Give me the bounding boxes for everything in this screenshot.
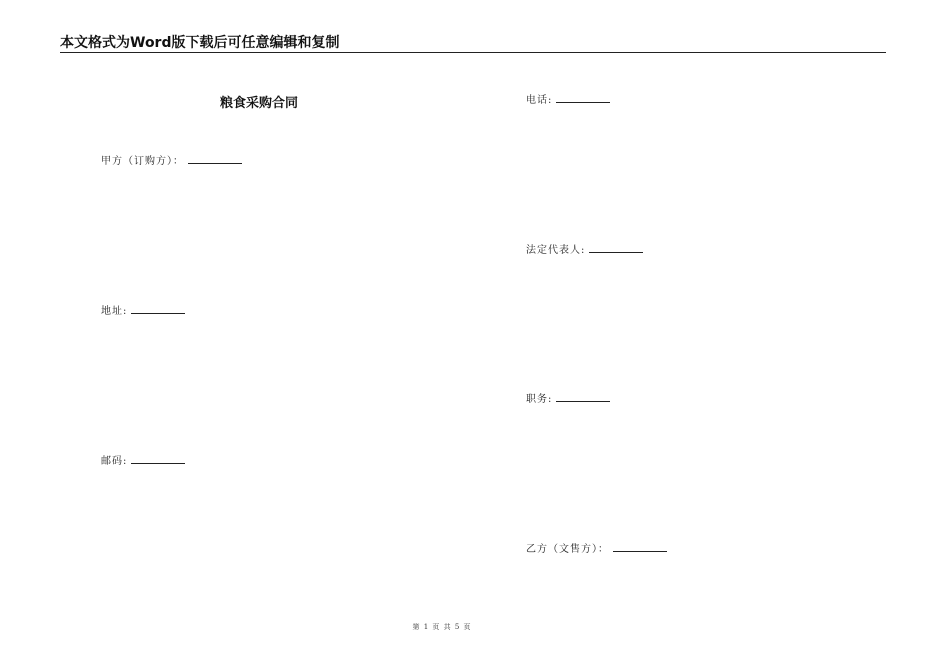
field-postcode-blank [131,453,185,464]
document-header-note: 本文格式为Word版下载后可任意编辑和复制 [60,35,340,51]
field-address-label: 地址: [101,306,128,317]
field-party-b-label: 乙方（文售方）： [526,544,609,555]
field-legal-representative-blank [589,242,643,253]
field-address [101,303,185,319]
document-title: 粮食采购合同 [220,96,299,111]
field-party-a [101,153,242,169]
field-postcode [101,453,185,469]
field-postcode-label: 邮码: [101,456,128,467]
field-phone [526,92,610,108]
field-phone-label: 电话: [526,95,553,106]
field-position-blank [556,391,610,402]
field-party-a-label: 甲方（订购方）： [101,156,184,167]
field-party-a-blank [188,153,242,164]
field-phone-blank [556,92,610,103]
field-position-label: 职务: [526,394,553,405]
field-legal-representative-label: 法定代表人: [526,245,586,256]
field-position [526,391,610,407]
page-number: 第 1 页 共 5 页 [412,623,472,631]
field-party-b [526,541,667,557]
field-address-blank [131,303,185,314]
header-divider [60,52,886,53]
field-legal-representative [526,242,643,258]
field-party-b-blank [613,541,667,552]
